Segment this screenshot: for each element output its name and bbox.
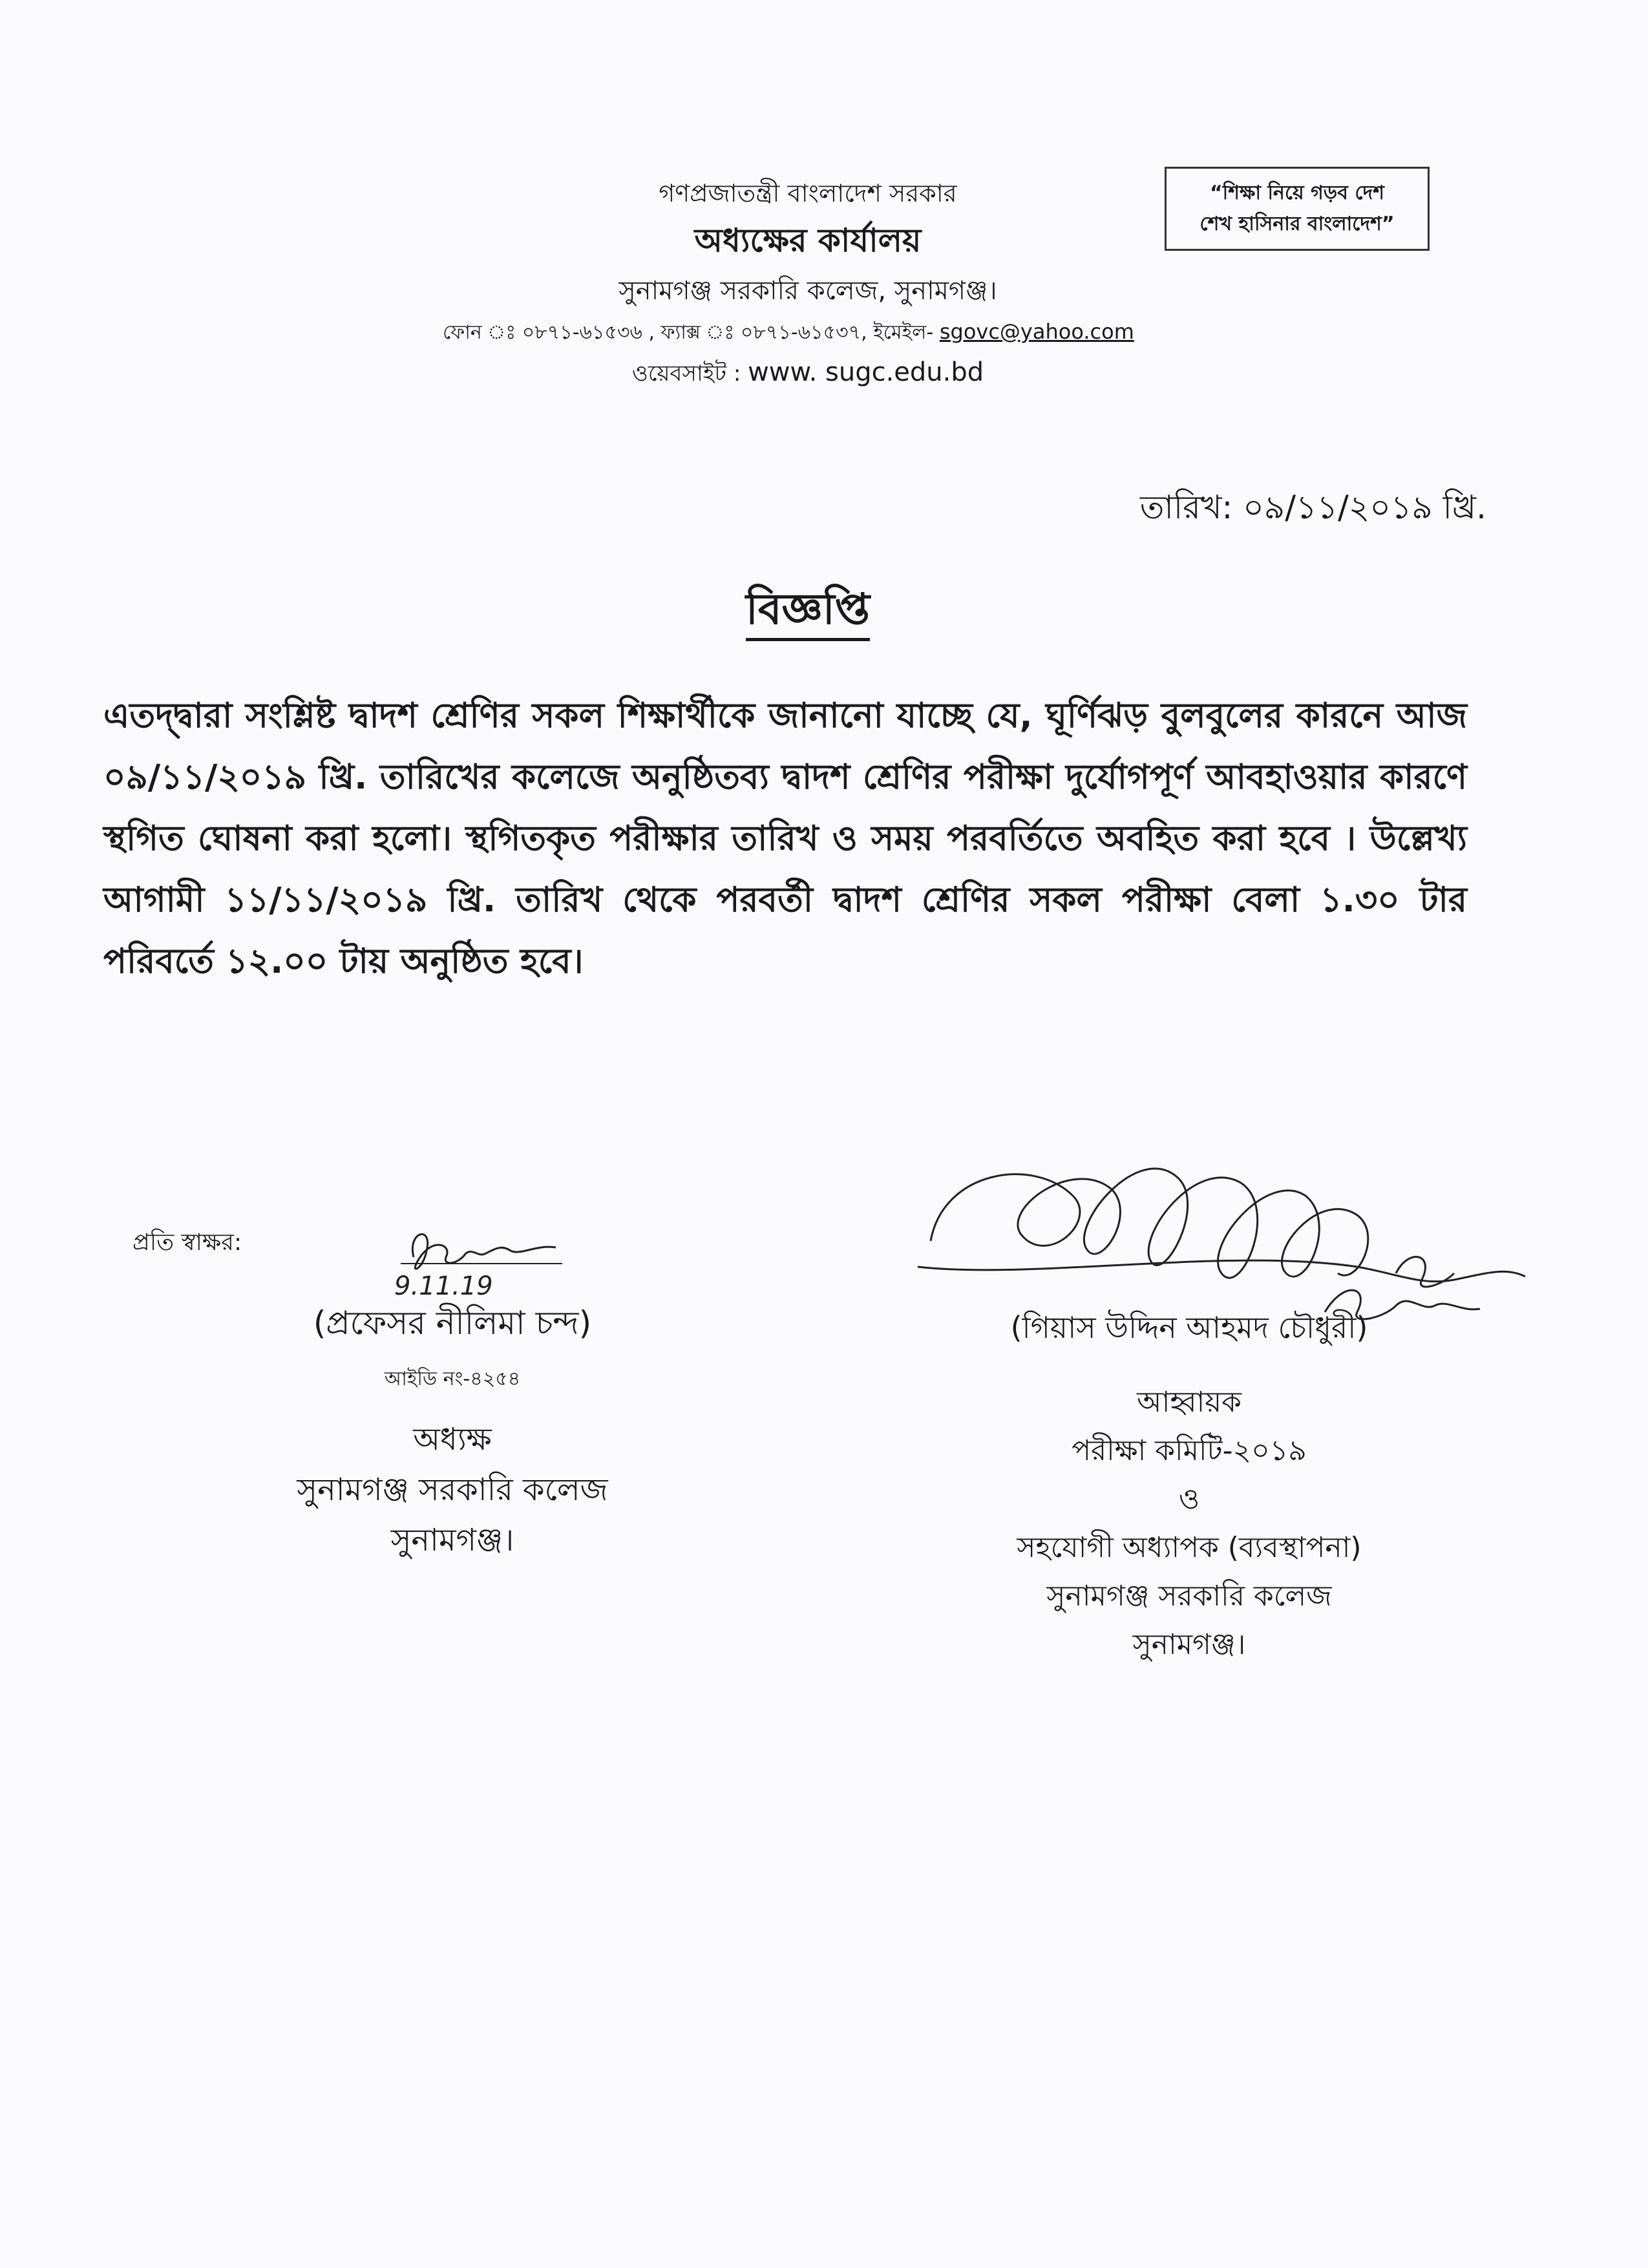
email-link[interactable]: sgovc@yahoo.com xyxy=(939,319,1134,344)
notice-title xyxy=(452,577,1163,648)
website-label: ওয়েবসাইট : xyxy=(631,361,741,387)
slogan-box xyxy=(1165,167,1430,251)
website-line xyxy=(452,357,1163,394)
signatory-conjunction: ও xyxy=(1178,1483,1200,1516)
slogan-line-2: শেখ হাসিনার বাংলাদেশ” xyxy=(1199,213,1395,235)
principal-id: আইডি নং-৪২৫৪ xyxy=(384,1368,521,1390)
principal-designation: অধ্যক্ষ xyxy=(413,1421,492,1457)
principal-name: (প্রফেসর নীলিমা চন্দ) xyxy=(313,1304,592,1342)
signatory-place: সুনামগঞ্জ। xyxy=(1132,1628,1246,1661)
countersign-block xyxy=(220,1299,685,1565)
slogan-line-1: “শিক্ষা নিয়ে গড়ব দেশ xyxy=(1209,182,1385,204)
contact-numbers: ফোন ঃ ০৮৭১-৬১৫৩৬ , ফ্যাক্স ঃ ০৮৭১-৬১৫৩৭, ইমেইল- xyxy=(443,321,934,344)
college-address: সুনামগঞ্জ সরকারি কলেজ, সুনামগঞ্জ। xyxy=(618,276,997,306)
signatory-block xyxy=(931,1306,1448,1669)
notice-body: এতদ্দ্বারা সংশ্লিষ্ট দ্বাদশ শ্রেণির সকল শিক্ষার্থীকে জানানো যাচ্ছে যে, ঘূর্ণিঝড় বুলবুলের কারনে আজ ০৯/১১/২০১৯ খ্রি. তারিখের কলেজে অনুষ্ঠিতব্য দ্বাদশ শ্রেণির পরীক্ষা দুর্যোগপূর্ণ আবহাওয়ার কারণে স্থগিত ঘোষনা করা হলো। স্থগিতকৃত পরীক্ষার তারিখ ও সময় পরবর্তিতে অবহিত করা হবে । উল্লেখ্য আগামী ১১/১১/২০১৯ খ্রি. তারিখ থেকে পরবর্তী দ্বাদশ শ্রেণির সকল পরীক্ষা বেলা ১.৩০ টার পরিবর্তে ১২.০০ টায় অনুষ্ঠিত হবে। xyxy=(103,696,1467,981)
website-link[interactable]: www. sugc.edu.bd xyxy=(748,357,984,387)
notice-date: তারিখ: ০৯/১১/২০১৯ খ্রি. xyxy=(1139,489,1486,526)
signatory-role-committee: পরীক্ষা কমিটি-২০১৯ xyxy=(1072,1434,1307,1467)
signatory-role-convener: আহ্বায়ক xyxy=(1137,1386,1241,1419)
principal-college: সুনামগঞ্জ সরকারি কলেজ xyxy=(297,1472,608,1508)
principal-place: সুনামগঞ্জ। xyxy=(390,1522,514,1558)
principal-signature xyxy=(381,1218,575,1302)
signature-date-mark: 9.11.19 xyxy=(394,1271,493,1301)
contact-line xyxy=(336,317,1241,350)
signatory-name: (গিয়াস উদ্দিন আহমদ চৌধুরী) xyxy=(1010,1310,1368,1345)
signatory-college: সুনামগঞ্জ সরকারি কলেজ xyxy=(1046,1580,1332,1613)
notice-title-text: বিজ্ঞপ্তি xyxy=(746,584,870,641)
countersign-label: প্রতি স্বাক্ষর: xyxy=(132,1229,242,1256)
signatory-role-professor: সহযোগী অধ্যাপক (ব্যবস্থাপনা) xyxy=(1017,1531,1362,1564)
government-name: গণপ্রজাতন্ত্রী বাংলাদেশ সরকার xyxy=(659,179,957,207)
office-name: অধ্যক্ষের কার্যালয় xyxy=(694,222,922,259)
